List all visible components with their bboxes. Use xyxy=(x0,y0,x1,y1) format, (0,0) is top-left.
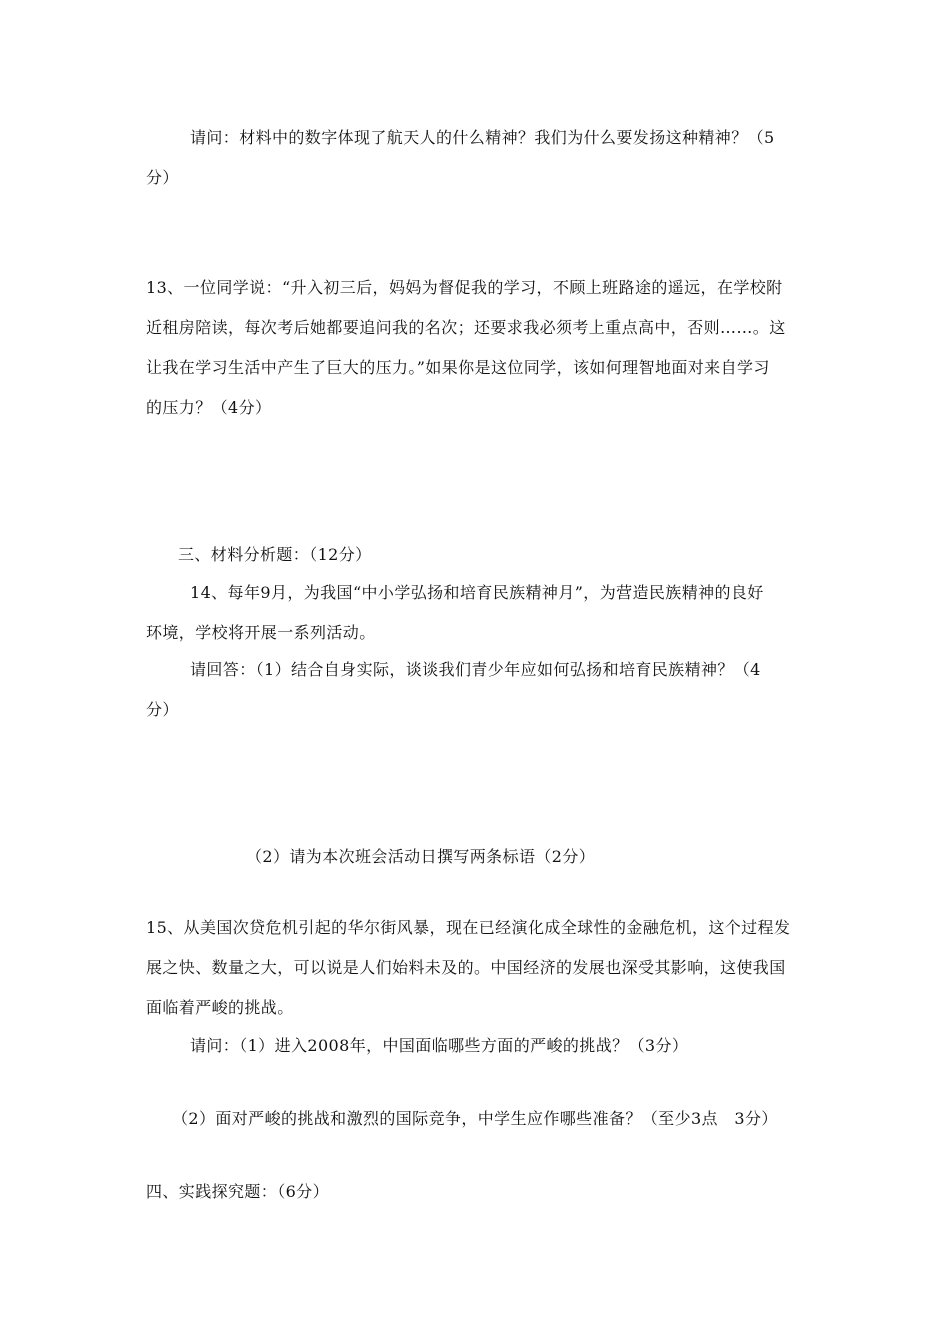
q14-line-1: 14、每年9月，为我国“中小学弘扬和培育民族精神月”，为营造民族精神的良好 xyxy=(190,583,764,602)
q12-question-line-2: 分） xyxy=(146,168,179,187)
q15-line-2: 展之快、数量之大，可以说是人们始料未及的。中国经济的发展也深受其影响，这使我国 xyxy=(146,958,786,977)
q15-line-3: 面临着严峻的挑战。 xyxy=(146,998,294,1017)
q15-line-1: 15、从美国次贷危机引起的华尔街风暴，现在已经演化成全球性的金融危机，这个过程发 xyxy=(146,918,791,937)
q15-ask-2: （2）面对严峻的挑战和激烈的国际竞争，中学生应作哪些准备？（至少3点 3分） xyxy=(172,1109,778,1128)
section-4-heading: 四、实践探究题：（6分） xyxy=(146,1182,329,1201)
q14-line-2: 环境，学校将开展一系列活动。 xyxy=(146,623,376,642)
q13-line-4: 的压力？（4分） xyxy=(146,398,272,417)
q12-question-line-1: 请问：材料中的数字体现了航天人的什么精神？我们为什么要发扬这种精神？（5 xyxy=(190,128,775,147)
q13-line-3: 让我在学习生活中产生了巨大的压力。”如果你是这位同学，该如何理智地面对来自学习 xyxy=(146,358,770,377)
q14-ask-1-line-2: 分） xyxy=(146,700,179,719)
q13-line-2: 近租房陪读，每次考后她都要追问我的名次；还要求我必须考上重点高中，否则……。这 xyxy=(146,318,786,337)
q14-ask-1-line-1: 请回答：（1）结合自身实际，谈谈我们青少年应如何弘扬和培育民族精神？（4 xyxy=(190,660,761,679)
q14-ask-2: （2）请为本次班会活动日撰写两条标语（2分） xyxy=(246,847,596,866)
section-3-heading: 三、材料分析题：（12分） xyxy=(178,545,372,564)
q13-line-1: 13、一位同学说：“升入初三后，妈妈为督促我的学习，不顾上班路途的遥远，在学校附 xyxy=(146,278,783,297)
q15-ask-1: 请问：（1）进入2008年，中国面临哪些方面的严峻的挑战？（3分） xyxy=(190,1036,689,1055)
